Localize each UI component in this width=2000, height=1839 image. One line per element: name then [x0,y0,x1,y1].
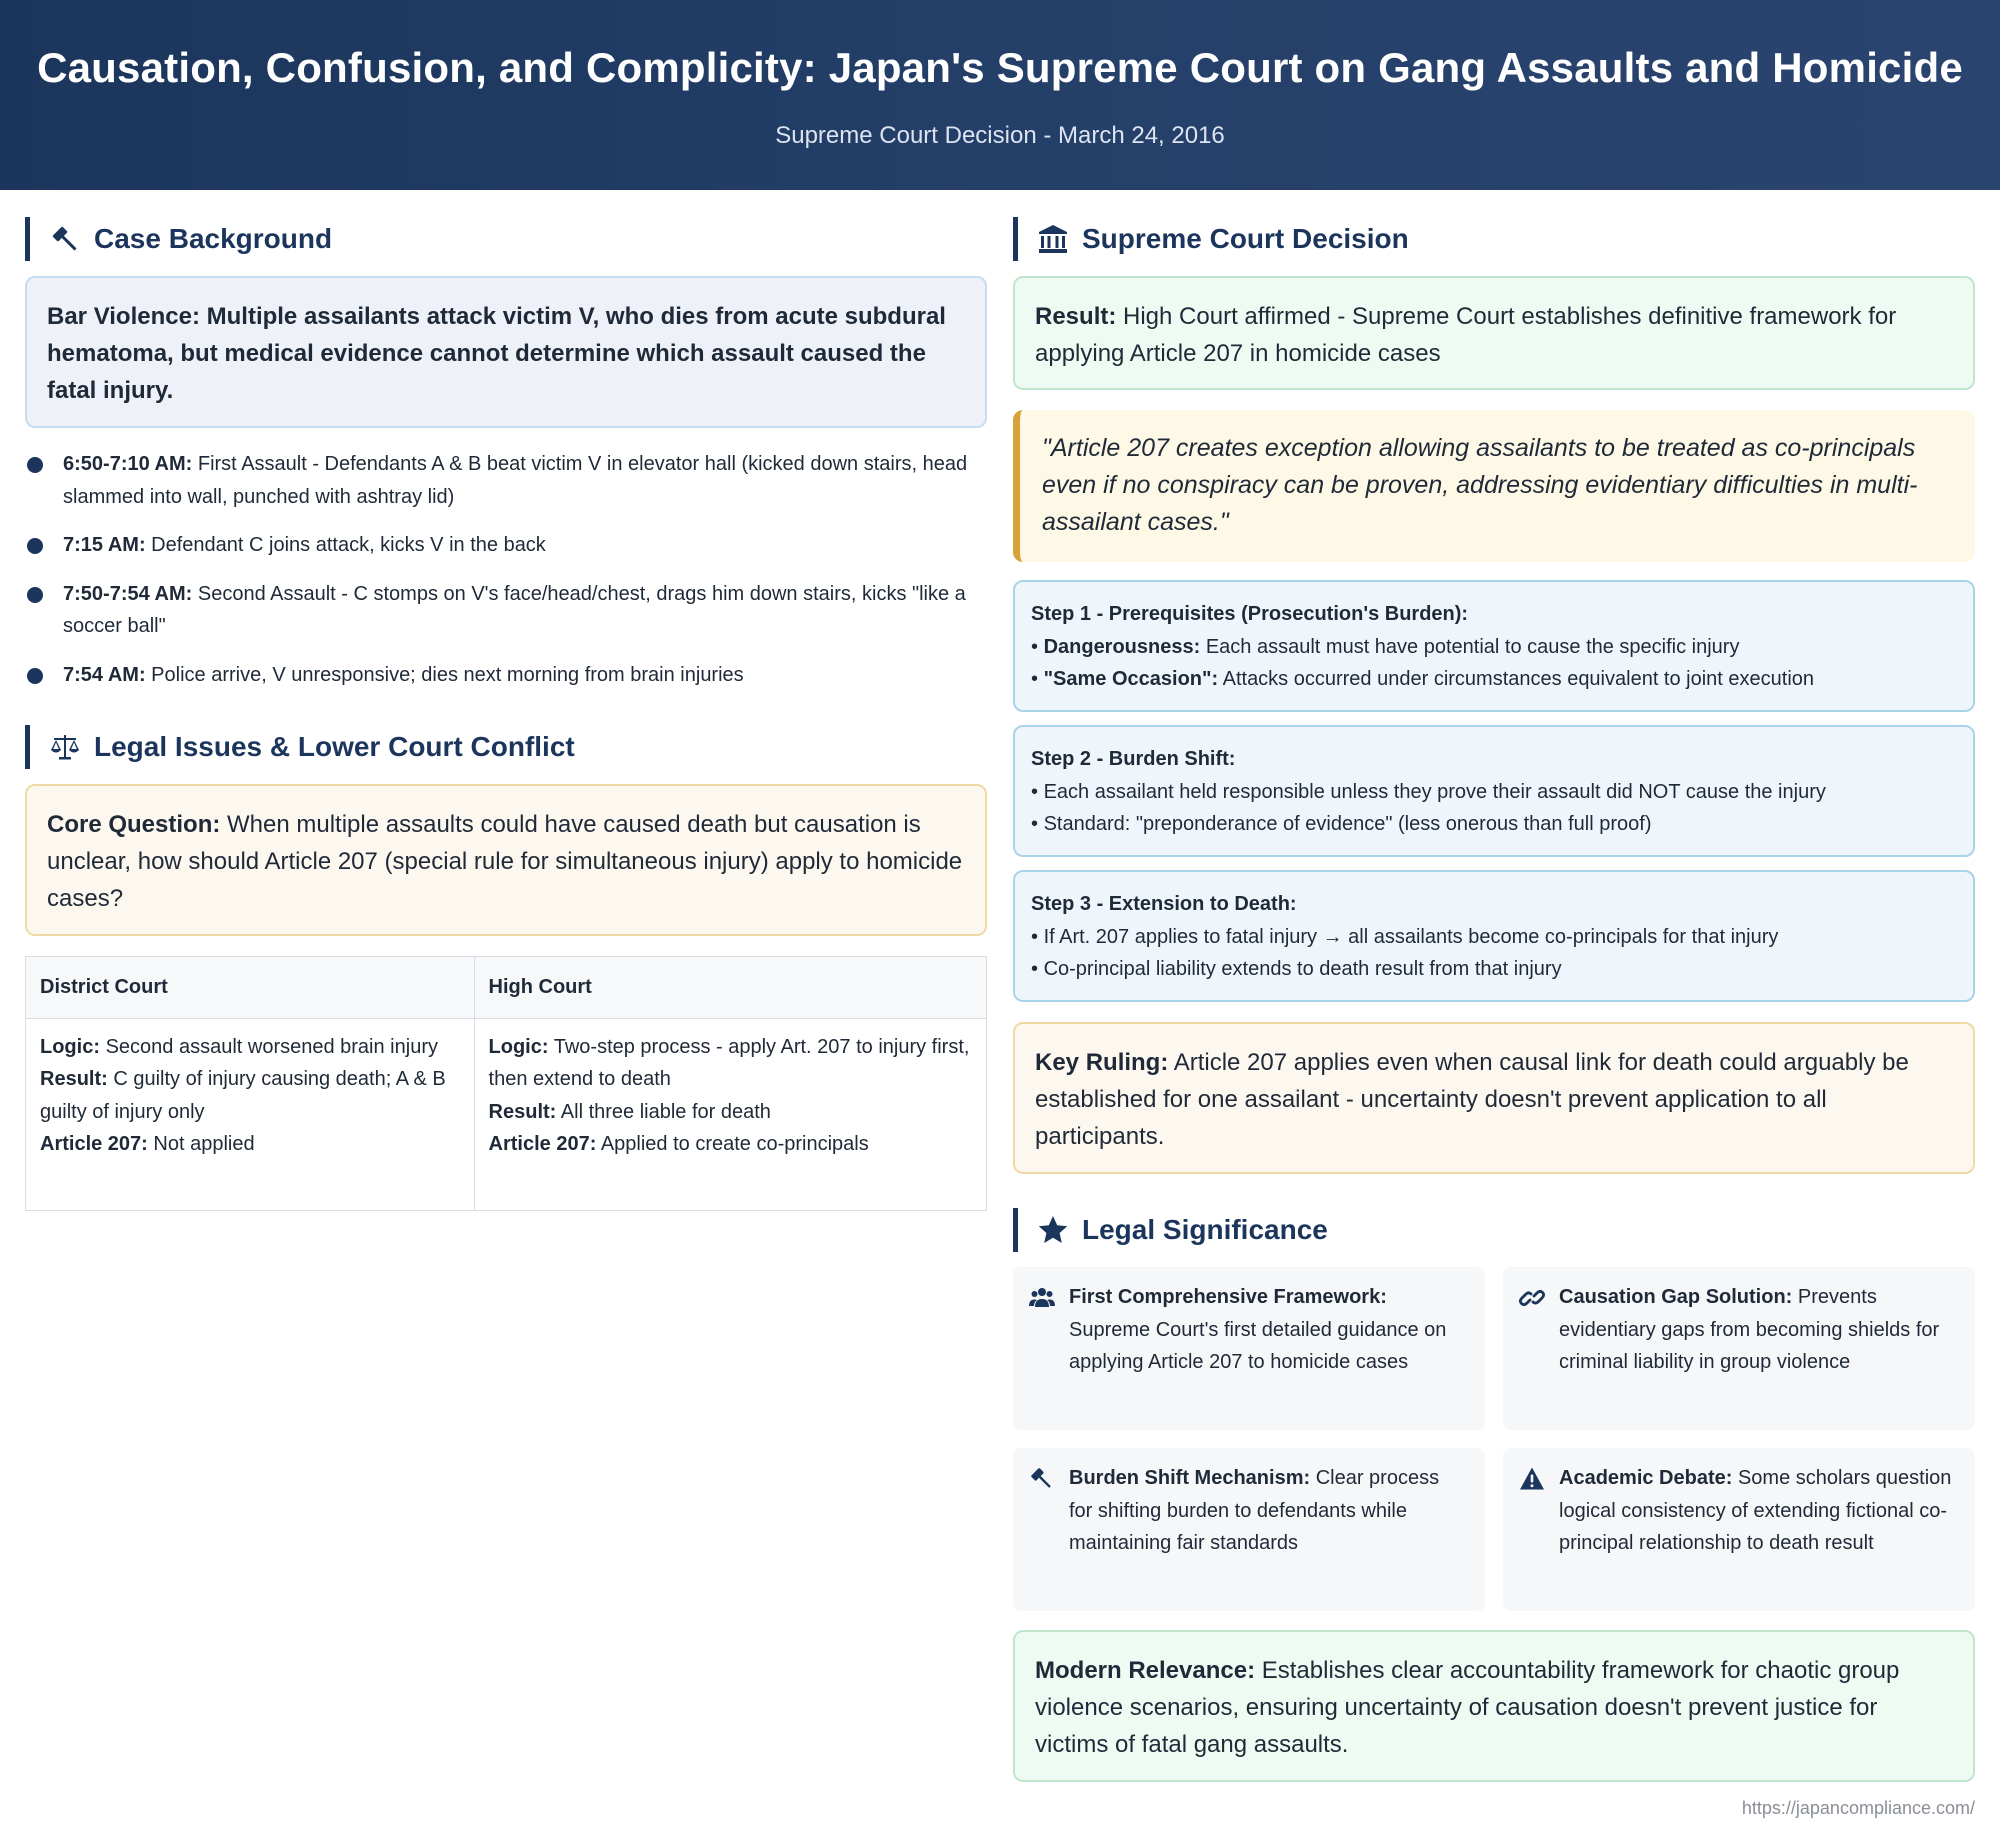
bullet-dot [27,668,43,684]
key-ruling-box [1013,1022,1975,1174]
step-line-label: "Same Occasion": [1043,668,1219,690]
core-question-label: Core Question: [47,811,221,838]
timeline-time: 6:50-7:10 AM: [63,453,193,475]
article-label: Article 207: [40,1133,148,1155]
step-title: Step 3 - Extension to Death: [1031,893,1297,915]
timeline-time: 7:50-7:54 AM: [63,582,193,605]
step-line-text: Each assailant held responsible unless they prove their assault did NOT cause the injury [1043,780,1826,803]
result-text: High Court affirmed - Supreme Court establishes definitive framework for applying Article 207 in homicide cases [1035,303,1897,367]
bullet-dot [27,538,43,554]
gavel-icon [1029,1466,1055,1492]
step-line: • Co-principal liability extends to death result from that injury [1031,958,1562,980]
district-article: Not applied [153,1133,255,1155]
significance-grid [1013,1267,1975,1617]
case-background-heading [25,217,987,261]
timeline-time: 7:15 AM: [63,534,146,556]
footer-url[interactable]: https://japancompliance.com/ [1741,1798,1975,1818]
timeline-text: Second Assault - C stomps on V's face/head/chest, drags him down stairs, kicks "like a soccer ball" [63,582,966,637]
core-question-text: When multiple assaults could have caused death but causation is unclear, how should Article 207 (special rule for simultaneous injury) apply to homicide cases? [47,811,963,912]
page-title: Causation, Confusion, and Complicity: Japan's Supreme Court on Gang Assaults and Homicide [37,44,1963,91]
step-2-box [1013,725,1975,857]
step-1-box [1013,580,1975,712]
users-icon [1029,1285,1055,1311]
district-court-cell [26,1018,475,1210]
supreme-court-decision-heading [1013,217,1975,261]
step-line-text: Attacks occurred under circumstances equivalent to joint execution [1222,668,1815,690]
gavel-icon [48,222,82,256]
step-line: • If Art. 207 applies to fatal injury → all assailants become co-principals for that injury [1031,925,1779,948]
logic-label: Logic: [488,1035,549,1058]
card-label: Academic Debate: [1559,1467,1733,1489]
courthouse-icon [1036,222,1070,256]
high-court-cell [474,1018,986,1210]
step-line: • "Same Occasion": Attacks occurred under circumstances equivalent to joint execution [1031,668,1815,690]
card-label: Causation Gap Solution: [1559,1286,1793,1308]
modern-relevance-label: Modern Relevance: [1035,1657,1256,1684]
key-ruling-text: Article 207 applies even when causal link for death could arguably be established for one assailant - uncertainty doesn't prevent application to all participants. [1035,1049,1909,1150]
case-background-title: Case Background [94,223,333,254]
timeline [25,448,987,707]
lower-courts-table [25,956,987,1211]
step-line-text: Co-principal liability extends to death result from that injury [1043,958,1562,980]
high-court-header: High Court [474,957,986,1019]
step-line: • Each assailant held responsible unless they prove their assault did NOT cause the injury [1031,780,1826,803]
card-label: First Comprehensive Framework: [1069,1286,1387,1308]
legal-issues-title: Legal Issues & Lower Court Conflict [94,731,575,762]
result-label: Result: [1035,303,1117,330]
card-label: Burden Shift Mechanism: [1069,1467,1311,1489]
timeline-item [25,529,987,562]
step-line-label: Dangerousness: [1043,635,1201,658]
high-article: Applied to create co-principals [600,1133,869,1155]
article-label: Article 207: [488,1133,597,1155]
high-logic: Two-step process - apply Art. 207 to injury first, then extend to death [488,1035,970,1090]
decision-result-box [1013,276,1975,390]
step-title: Step 1 - Prerequisites (Prosecution's Burden): [1031,603,1469,625]
modern-relevance-text: Establishes clear accountability framework for chaotic group violence scenarios, ensuring uncertainty of causation doesn't prevent justice for victims of fatal gang assaults. [1035,1657,1900,1758]
table-row [26,1018,987,1210]
scales-icon [48,730,82,764]
timeline-item [25,659,987,692]
high-result: All three liable for death [560,1100,771,1123]
key-ruling-label: Key Ruling: [1035,1049,1169,1076]
timeline-item [25,578,987,643]
core-question-box [25,784,987,936]
warning-icon [1519,1466,1545,1492]
timeline-text: Police arrive, V unresponsive; dies next morning from brain injuries [151,663,744,686]
legal-significance-heading [1013,1208,1975,1252]
bar-violence-summary [25,276,987,428]
timeline-text: Defendant C joins attack, kicks V in the back [151,534,546,556]
step-line-text: Standard: "preponderance of evidence" (less onerous than full proof) [1043,813,1652,835]
result-label: Result: [488,1100,557,1123]
significance-card-framework [1013,1267,1485,1430]
result-label: Result: [40,1068,108,1090]
page-header [0,0,2000,190]
decision-title: Supreme Court Decision [1082,223,1409,254]
step-line-text: If Art. 207 applies to fatal injury → all assailants become co-principals for that injury [1043,925,1779,948]
summary-label: Bar Violence: [47,303,200,330]
step-line: • Standard: "preponderance of evidence" (less onerous than full proof) [1031,813,1652,835]
link-icon [1519,1285,1545,1311]
step-line: • Dangerousness: Each assault must have potential to cause the specific injury [1031,635,1740,658]
district-logic: Second assault worsened brain injury [105,1035,438,1058]
step-title: Step 2 - Burden Shift: [1031,748,1236,770]
district-court-header: District Court [26,957,475,1019]
page-subtitle: Supreme Court Decision - March 24, 2016 [775,122,1225,149]
modern-relevance-box [1013,1630,1975,1782]
card-text: Prevents evidentiary gaps from becoming shields for criminal liability in group violence [1559,1286,1940,1373]
timeline-item [25,448,987,513]
significance-card-burden-shift [1013,1448,1485,1611]
significance-title: Legal Significance [1082,1214,1328,1245]
district-result: C guilty of injury causing death; A & B guilty of injury only [40,1068,446,1123]
significance-card-causation-gap [1503,1267,1975,1430]
article-207-quote: "Article 207 creates exception allowing assailants to be treated as co-principals even if no conspiracy can be proven, addressing evidentiary difficulties in multi-assailant cases." [1013,410,1975,562]
summary-text: Multiple assailants attack victim V, who dies from acute subdural hematoma, but medical evidence cannot determine which assault caused the fatal injury. [47,303,946,404]
card-text: Some scholars question logical consistency of extending fictional co-principal relationship to death result [1559,1467,1952,1554]
step-3-box [1013,870,1975,1002]
card-text: Supreme Court's first detailed guidance on applying Article 207 to homicide cases [1069,1318,1447,1373]
star-icon [1036,1213,1070,1247]
bullet-dot [27,587,43,603]
bullet-dot [27,457,43,473]
logic-label: Logic: [40,1035,100,1058]
card-text: Clear process for shifting burden to defendants while maintaining fair standards [1069,1467,1440,1554]
timeline-time: 7:54 AM: [63,663,146,686]
legal-issues-heading [25,725,987,769]
step-line-text: Each assault must have potential to cause the specific injury [1205,635,1740,658]
significance-card-academic-debate [1503,1448,1975,1611]
timeline-text: First Assault - Defendants A & B beat victim V in elevator hall (kicked down stairs, head slammed into wall, punched with ashtray lid) [63,453,968,508]
